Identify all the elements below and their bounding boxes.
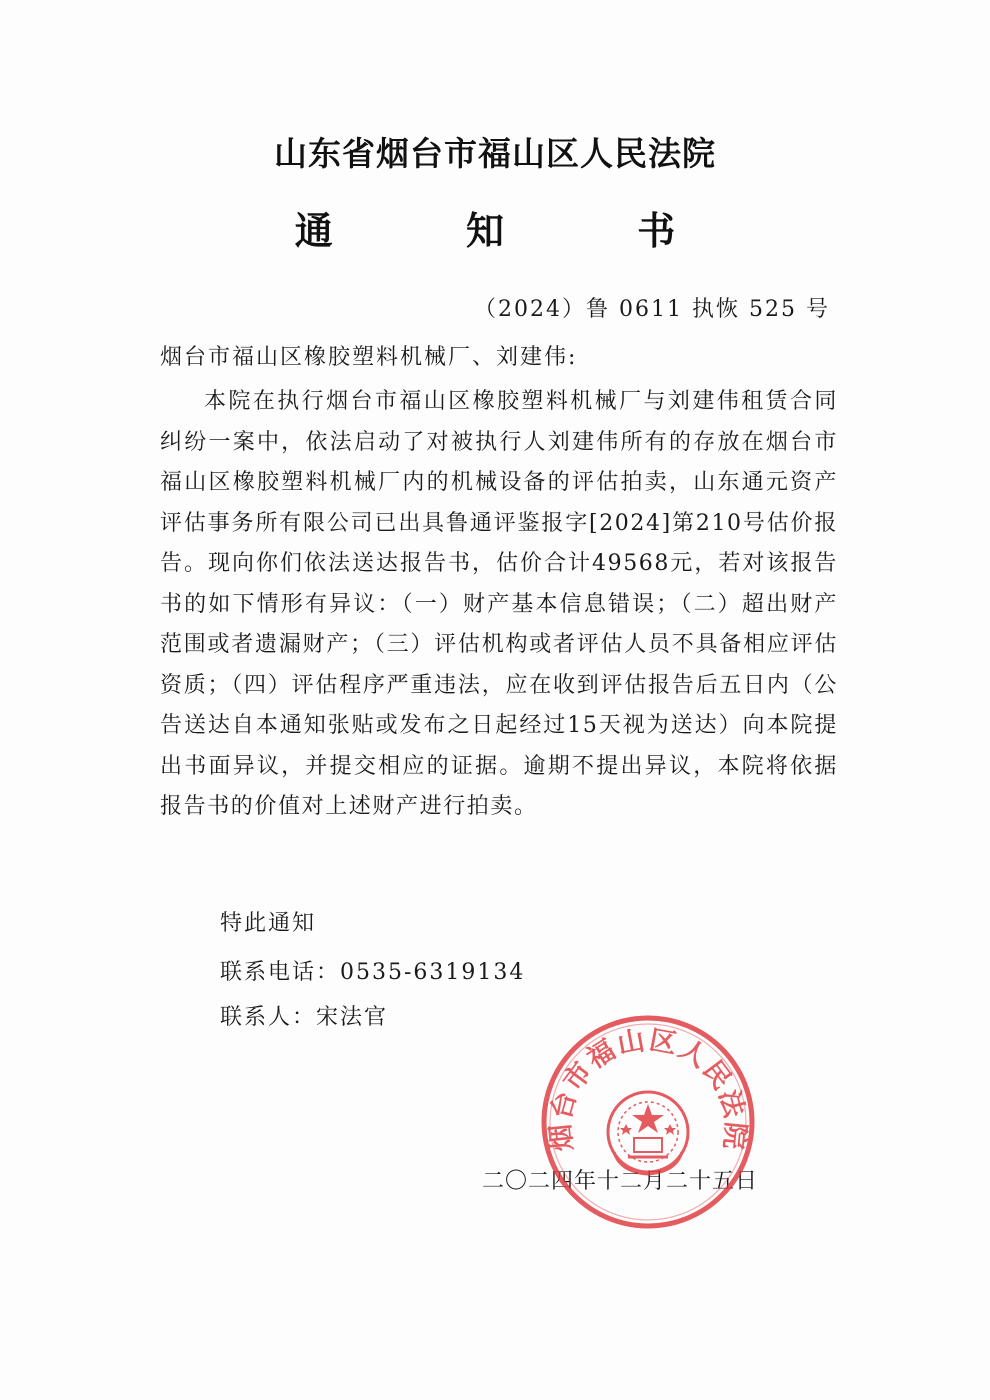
- case-number: （2024）鲁 0611 执恢 525 号: [474, 297, 830, 322]
- court-seal-stamp: [538, 1012, 758, 1232]
- court-name-heading: 山东省烟台市福山区人民法院: [274, 134, 716, 173]
- contact-person: 联系人：宋法官: [220, 1005, 389, 1030]
- issue-date: 二〇二四年十二月二十五日: [482, 1169, 759, 1194]
- recipient-line: 烟台市福山区橡胶塑料机械厂、刘建伟:: [160, 345, 578, 370]
- document-title: 通 知 书: [294, 209, 736, 253]
- notice-body: 本院在执行烟台市福山区橡胶塑料机械厂与刘建伟租赁合同纠纷一案中，依法启动了对被执行人刘建伟所有的存放在烟台市福山区橡胶塑料机械厂内的机械设备的评估拍卖，山东通元资产评估事务所有限公司已出具鲁通评鉴报字[2024]第210号估价报告。现向你们依法送达报告书，估价合计49568元，若对该报告书的如下情形有异议：（一）财产基本信息错误；（二）超出财产范围或者遗漏财产；（三）评估机构或者评估人员不具备相应评估资质；（四）评估程序严重违法，应在收到评估报告后五日内（公告送达自本通知张贴或发布之日起经过15天视为送达）向本院提出书面异议，并提交相应的证据。逾期不提出异议，本院将依据报告书的价值对上述财产进行拍卖。: [160, 389, 838, 819]
- svg-text:烟台市福山区人民法院: 烟台市福山区人民法院: [545, 1024, 751, 1153]
- emblem-icon: [608, 1092, 688, 1174]
- contact-phone: 联系电话：0535-6319134: [220, 960, 526, 985]
- closing-phrase: 特此通知: [220, 911, 317, 936]
